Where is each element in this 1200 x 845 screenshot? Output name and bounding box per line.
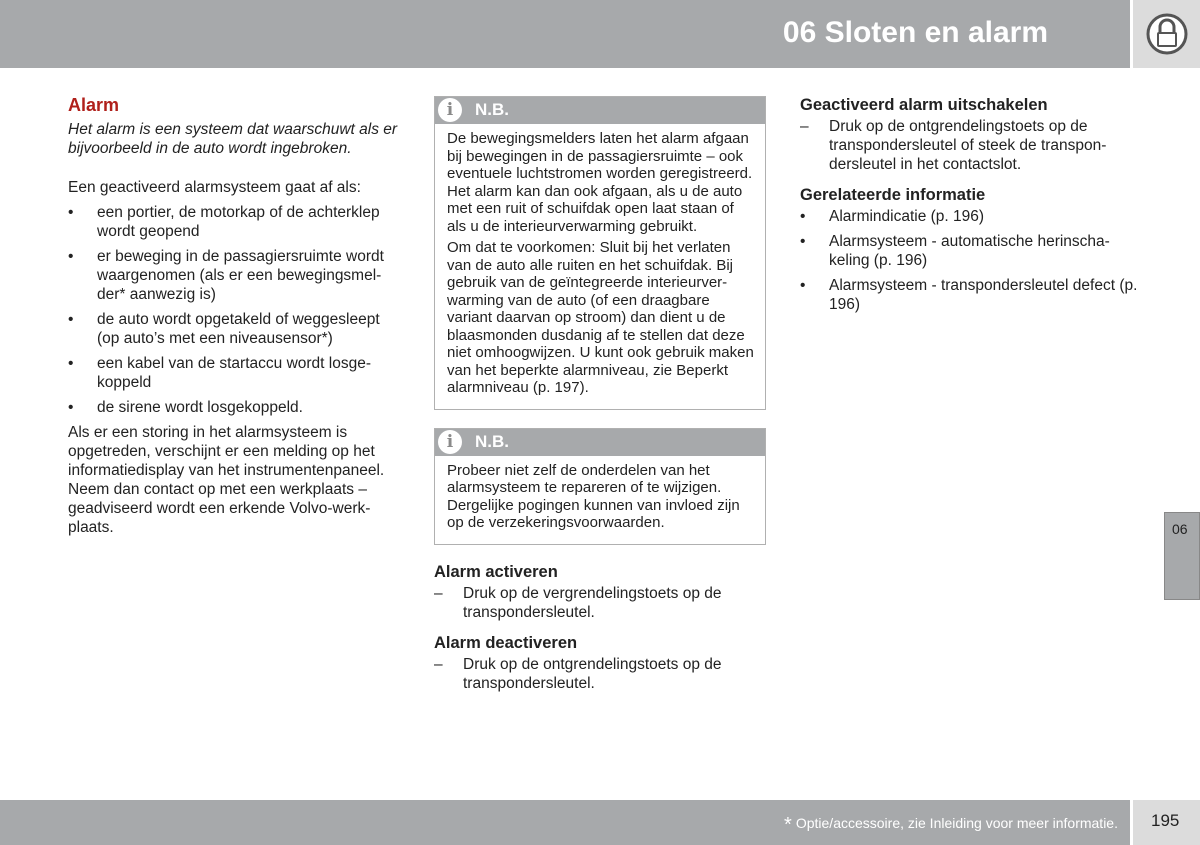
note-paragraph: Om dat te voorkomen: Sluit bij het verlaten van de auto alle ruiten en het schuifdak. Bij gebruik van de geïntegreerde interieurverwarming van de auto (of een draagbare variant daarvan op stroom) dan dient u de blaasmonden dusdanig af te stellen dat deze niet omhoogwijzen. U kunt ook gebruik maken van het beperkte alarmniveau, zie Beperkt alarmniveau (p. 197). — [447, 239, 754, 396]
list-item-text: een portier, de motorkap of de achterklep wordt geopend — [97, 204, 380, 240]
bullet-icon: • — [800, 277, 806, 294]
footnote — [784, 814, 1118, 837]
list-item — [68, 247, 403, 304]
step-text: Druk op de vergrendelingstoets op de transpondersleutel. — [463, 584, 722, 621]
related-link[interactable] — [800, 232, 1140, 270]
info-icon: i — [438, 98, 462, 122]
related-link[interactable] — [800, 207, 1140, 226]
bullet-icon: • — [68, 399, 74, 416]
list-item — [68, 354, 403, 392]
dash-icon: – — [434, 655, 443, 673]
bullet-icon: • — [68, 204, 74, 221]
info-icon: i — [438, 430, 462, 454]
section-heading: Alarm — [68, 95, 120, 115]
list-item-text: de auto wordt opgetakeld of weggesleept (op auto’s met een niveausensor*) — [97, 311, 380, 347]
note-body — [435, 456, 765, 544]
step-item — [800, 117, 1140, 174]
bullet-icon: • — [68, 248, 74, 265]
list-item — [68, 310, 403, 348]
related-list — [800, 207, 1140, 314]
chapter-title: 06 Sloten en alarm — [782, 16, 1048, 49]
page-footer — [0, 800, 1130, 845]
chapter-icon-box — [1133, 0, 1200, 68]
related-link[interactable] — [800, 276, 1140, 314]
asterisk-icon: * — [784, 814, 792, 836]
trigger-list — [68, 203, 403, 417]
step-text: Druk op de ontgrendelingstoets op de transpondersleutel of steek de transpondersleutel in het contactslot. — [829, 118, 1107, 173]
chapter-header — [0, 0, 1130, 68]
dash-icon: – — [800, 118, 809, 135]
note-title: N.B. — [475, 431, 509, 451]
left-column — [68, 96, 403, 543]
note-paragraph: De bewegingsmelders laten het alarm afgaan bij bewegingen in de passagiersruimte – ook eventuele luchtstromen worden geregistreerd. Het alarm kan dan ook afgaan, als u de auto met een ruit of schuifdak open laat staan of als u de interieurverwarming gebruikt. — [447, 130, 753, 235]
note-header — [435, 97, 765, 124]
chapter-tab[interactable] — [1164, 512, 1200, 600]
list-item-text: de sirene wordt losgekoppeld. — [97, 399, 303, 416]
lock-icon — [1145, 12, 1189, 56]
note-title: N.B. — [475, 100, 509, 119]
page-number: 195 — [1151, 811, 1180, 830]
related-link-text: Alarmsysteem - transpondersleutel defect (p. 196) — [829, 277, 1138, 313]
note-box — [434, 428, 766, 545]
bullet-icon: • — [68, 355, 74, 372]
page-number-box — [1133, 800, 1200, 845]
list-item — [68, 398, 403, 417]
step-item — [434, 584, 766, 622]
bullet-icon: • — [800, 233, 806, 250]
note-header — [435, 429, 765, 456]
note-paragraph: Probeer niet zelf de onderdelen van het alarmsysteem te repareren of te wijzigen. Dergelijke pogingen kunnen van invloed zijn op de verzekeringsvoorwaarden. — [447, 461, 740, 531]
note-body — [435, 124, 765, 409]
step-item — [434, 655, 766, 693]
closing-text: Als er een storing in het alarmsysteem is opgetreden, verschijnt er een melding op het informatiedisplay van het instrumentenpaneel. Neem dan contact op met een werkplaats – geadviseerd wordt een erkende Volvo-werkplaats. — [68, 424, 385, 536]
bullet-icon: • — [800, 208, 806, 225]
list-item-text: een kabel van de startaccu wordt losgekoppeld — [97, 355, 371, 391]
middle-column — [434, 96, 766, 705]
note-box — [434, 96, 766, 410]
dash-icon: – — [434, 584, 443, 602]
list-item — [68, 203, 403, 241]
related-link-text: Alarmsysteem - automatische herinschakeling (p. 196) — [829, 233, 1110, 269]
subheading-activate: Alarm activeren — [434, 562, 558, 581]
chapter-tab-label: 06 — [1172, 521, 1188, 537]
intro-text: Het alarm is een systeem dat waarschuwt als er bijvoorbeeld in de auto wordt ingebroken. — [68, 121, 398, 157]
list-item-text: er beweging in de passagiersruimte wordt waargenomen (als er een bewegingsmelder* aanwezig is) — [97, 248, 384, 303]
lead-text: Een geactiveerd alarmsysteem gaat af als: — [68, 179, 361, 196]
related-link-text: Alarmindicatie (p. 196) — [829, 208, 985, 225]
footnote-text: Optie/accessoire, zie Inleiding voor meer informatie. — [795, 815, 1118, 831]
subheading-disable: Geactiveerd alarm uitschakelen — [800, 96, 1048, 114]
step-text: Druk op de ontgrendelingstoets op de transpondersleutel. — [463, 655, 722, 692]
subheading-related: Gerelateerde informatie — [800, 186, 986, 204]
bullet-icon: • — [68, 311, 74, 328]
right-column — [800, 96, 1140, 320]
subheading-deactivate: Alarm deactiveren — [434, 633, 578, 652]
